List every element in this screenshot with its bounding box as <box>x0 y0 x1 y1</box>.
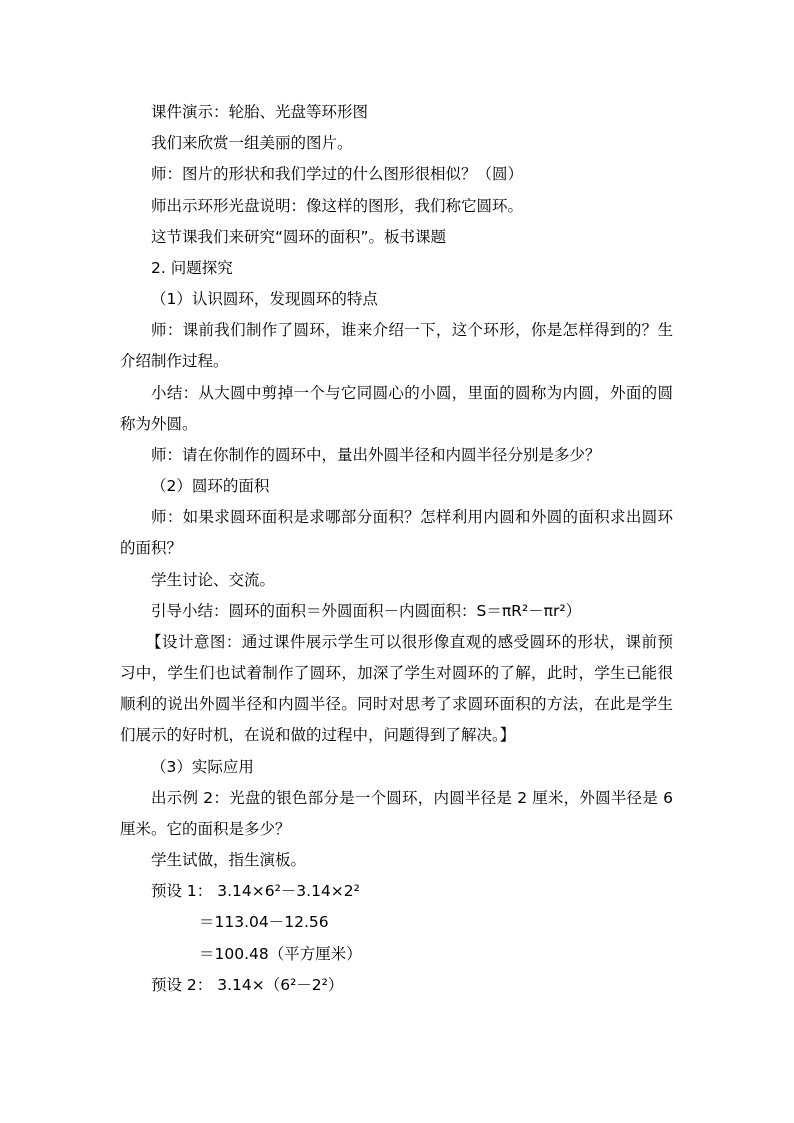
preset-1-line-1: 预设 1： 3.14×6²－3.14×2² <box>151 882 360 900</box>
text-line-4: 师出示环形光盘说明：像这样的图形，我们称它圆环。 <box>151 197 524 215</box>
text-line-2: 我们来欣赏一组美丽的图片。 <box>151 134 353 152</box>
text-line-15: 的面积？ <box>120 539 183 557</box>
text-line-14: 师：如果求圆环面积是求哪部分面积？怎样利用内圆和外圆的面积求出圆环 <box>151 508 673 526</box>
text-line-11: 称为外圆。 <box>120 415 198 433</box>
text-line-10: 小结：从大圆中剪掉一个与它同圆心的小圆，里面的圆称为内圆，外面的圆 <box>151 384 673 402</box>
text-line-8: 师：课前我们制作了圆环，谁来介绍一下，这个环形，你是怎样得到的？生 <box>151 321 673 339</box>
preset-2-line-1: 预设 2： 3.14×（6²－2²） <box>151 976 344 994</box>
design-intent-line-1: 【设计意图：通过课件展示学生可以很形像直观的感受圆环的形状，课前预 <box>146 633 673 651</box>
example-2-line-1: 出示例 2：光盘的银色部分是一个圆环，内圆半径是 2 厘米，外圆半径是 6 <box>151 789 673 807</box>
formula-summary-line: 引导小结：圆环的面积＝外圆面积－内圆面积：S＝πR²－πr²） <box>151 602 582 620</box>
subsection-heading-2: （2）圆环的面积 <box>151 477 270 495</box>
text-line-5: 这节课我们来研究“圆环的面积”。板书课题 <box>151 228 447 246</box>
preset-1-line-2: ＝113.04－12.56 <box>199 913 329 931</box>
section-heading-problem-inquiry: 2. 问题探究 <box>151 259 233 277</box>
preset-1-line-3: ＝100.48（平方厘米） <box>199 945 362 963</box>
text-line-9: 介绍制作过程。 <box>120 352 229 370</box>
text-line-1: 课件演示：轮胎、光盘等环形图 <box>151 103 369 121</box>
example-2-line-2: 厘米。它的面积是多少？ <box>120 820 291 838</box>
design-intent-line-3: 顺利的说出外圆半径和内圆半径。同时对思考了求圆环面积的方法，在此是学生 <box>120 695 673 713</box>
subsection-heading-1: （1）认识圆环，发现圆环的特点 <box>151 290 378 308</box>
text-line-12: 师：请在你制作的圆环中，量出外圆半径和内圆半径分别是多少？ <box>151 446 601 464</box>
text-line-16: 学生讨论、交流。 <box>151 571 276 589</box>
text-line-25: 学生试做，指生演板。 <box>151 851 307 869</box>
subsection-heading-3: （3）实际应用 <box>151 758 254 776</box>
text-line-3: 师：图片的形状和我们学过的什么图形很相似？（圆） <box>151 165 524 183</box>
design-intent-line-4: 们展示的好时机，在说和做的过程中，问题得到了解决。】 <box>120 726 516 744</box>
design-intent-line-2: 习中，学生们也试着制作了圆环，加深了学生对圆环的了解，此时，学生已能很 <box>120 664 673 682</box>
